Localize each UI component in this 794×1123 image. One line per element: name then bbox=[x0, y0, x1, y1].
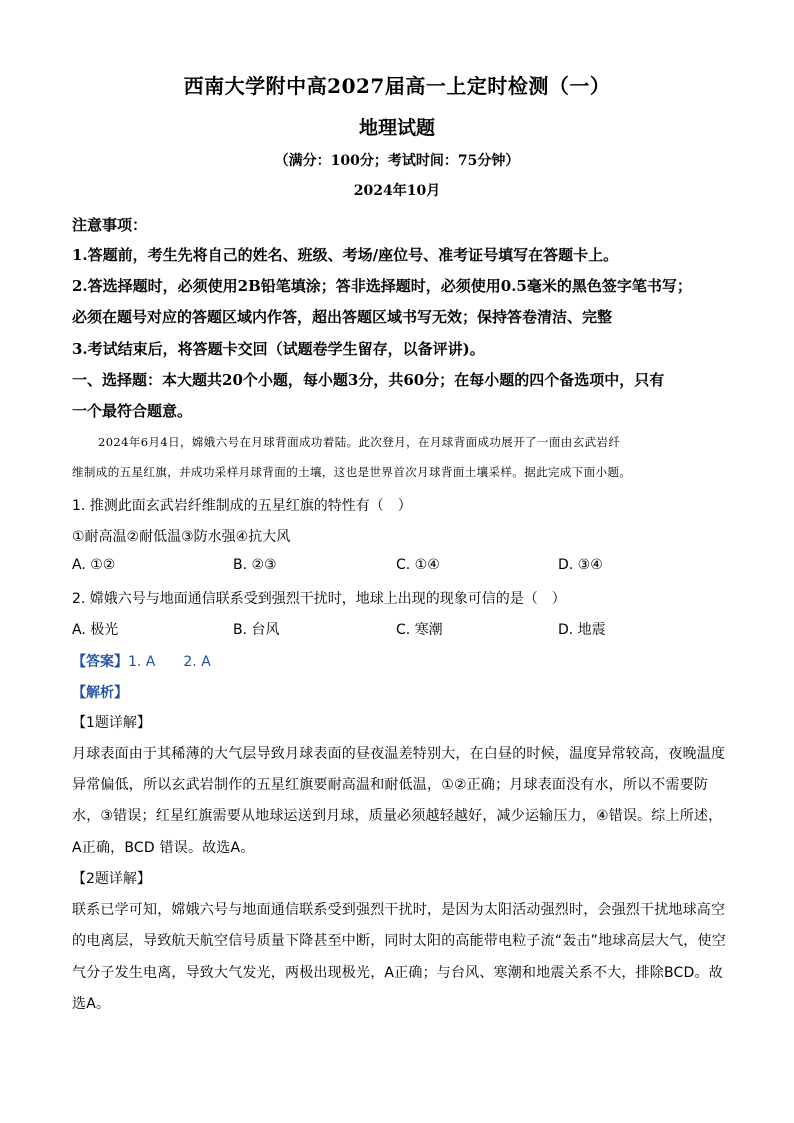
score-info: （满分：100分；考试时间：75分钟） bbox=[274, 153, 520, 169]
q1-option-a: A. ①② bbox=[72, 557, 116, 573]
q2-option-a: A. 极光 bbox=[72, 622, 119, 638]
q2-option-b: B. 台风 bbox=[233, 622, 280, 638]
notice-item-2-cont: 必须在题号对应的答题区域内作答，超出答题区域书写无效；保持答卷清洁、完整 bbox=[72, 308, 613, 326]
subject-title: 地理试题 bbox=[358, 117, 435, 139]
notice-item-2: 2.答选择题时，必须使用2B铅笔填涂；答非选择题时，必须使用0.5毫米的黑色签字笔书写； bbox=[72, 277, 692, 295]
question-1-statements: ①耐高温②耐低温③防水强④抗大风 bbox=[72, 529, 291, 545]
detail-2-line-4: 选A。 bbox=[72, 996, 111, 1012]
detail-1-line-1: 月球表面由于其稀薄的大气层导致月球表面的昼夜温差特别大，在白昼的时候，温度异常较高，夜晚温度 bbox=[72, 746, 726, 762]
passage-line-2: 维制成的五星红旗，并成功采样月球背面的土壤，这也是世界首次月球背面土壤采样。据此完成下面小题。 bbox=[72, 465, 632, 479]
q1-option-d: D. ③④ bbox=[558, 557, 603, 573]
question-1-stem: 1. 推测此面玄武岩纤维制成的五星红旗的特性有（ ） bbox=[72, 498, 412, 514]
section-heading-line1: 一、选择题：本大题共20个小题，每小题3分，共60分；在每小题的四个备选项中，只有 bbox=[72, 371, 665, 389]
detail-2-line-1: 联系已学可知，嫦娥六号与地面通信联系受到强烈干扰时，是因为太阳活动强烈时，会强烈干扰地球高空 bbox=[72, 902, 726, 918]
answer-label: 【答案】 bbox=[72, 654, 128, 670]
q2-option-d: D. 地震 bbox=[558, 622, 606, 638]
q1-option-c: C. ①④ bbox=[396, 557, 440, 573]
analysis-label: 【解析】 bbox=[72, 685, 128, 701]
detail-2-line-3: 气分子发生电离，导致大气发光，两极出现极光，A正确；与台风、寒潮和地震关系不大，排除BCD。故 bbox=[72, 965, 723, 981]
question-2-stem: 2. 嫦娥六号与地面通信联系受到强烈干扰时，地球上出现的现象可信的是（ ） bbox=[72, 591, 566, 607]
detail-1-heading: 【1题详解】 bbox=[72, 715, 151, 731]
detail-2-line-2: 的电离层，导致航天航空信号质量下降甚至中断，同时太阳的高能带电粒子流“轰击”地球高层大气，使空 bbox=[72, 933, 726, 949]
section-heading-line2: 一个最符合题意。 bbox=[72, 402, 193, 420]
detail-1-line-4: A正确，BCD 错误。故选A。 bbox=[72, 840, 255, 856]
exam-date: 2024年10月 bbox=[353, 183, 441, 199]
answer-block bbox=[72, 651, 211, 671]
exam-title: 西南大学附中高2027届高一上定时检测（一） bbox=[183, 74, 611, 98]
detail-1-line-3: 水，③错误；红星红旗需要从地球运送到月球，质量必须越轻越好，减少运输压力，④错误。综上所述， bbox=[72, 808, 723, 824]
detail-1-line-2: 异常偏低，所以玄武岩制作的五星红旗要耐高温和耐低温，①②正确；月球表面没有水，所以不需要防 bbox=[72, 777, 709, 793]
detail-2-heading: 【2题详解】 bbox=[72, 871, 151, 887]
q1-option-b: B. ②③ bbox=[233, 557, 277, 573]
q2-option-c: C. 寒潮 bbox=[396, 622, 443, 638]
notice-heading: 注意事项： bbox=[72, 216, 148, 234]
notice-item-3: 3.考试结束后，将答题卡交回（试题卷学生留存，以备评讲)。 bbox=[72, 340, 485, 358]
answer-value: 1. A 2. A bbox=[128, 654, 211, 670]
passage-line-1: 2024年6月4日，嫦娥六号在月球背面成功着陆。此次登月，在月球背面成功展开了一面由玄武岩纤 bbox=[98, 435, 621, 449]
notice-item-1: 1.答题前，考生先将自己的姓名、班级、考场/座位号、准考证号填写在答题卡上。 bbox=[72, 246, 619, 264]
